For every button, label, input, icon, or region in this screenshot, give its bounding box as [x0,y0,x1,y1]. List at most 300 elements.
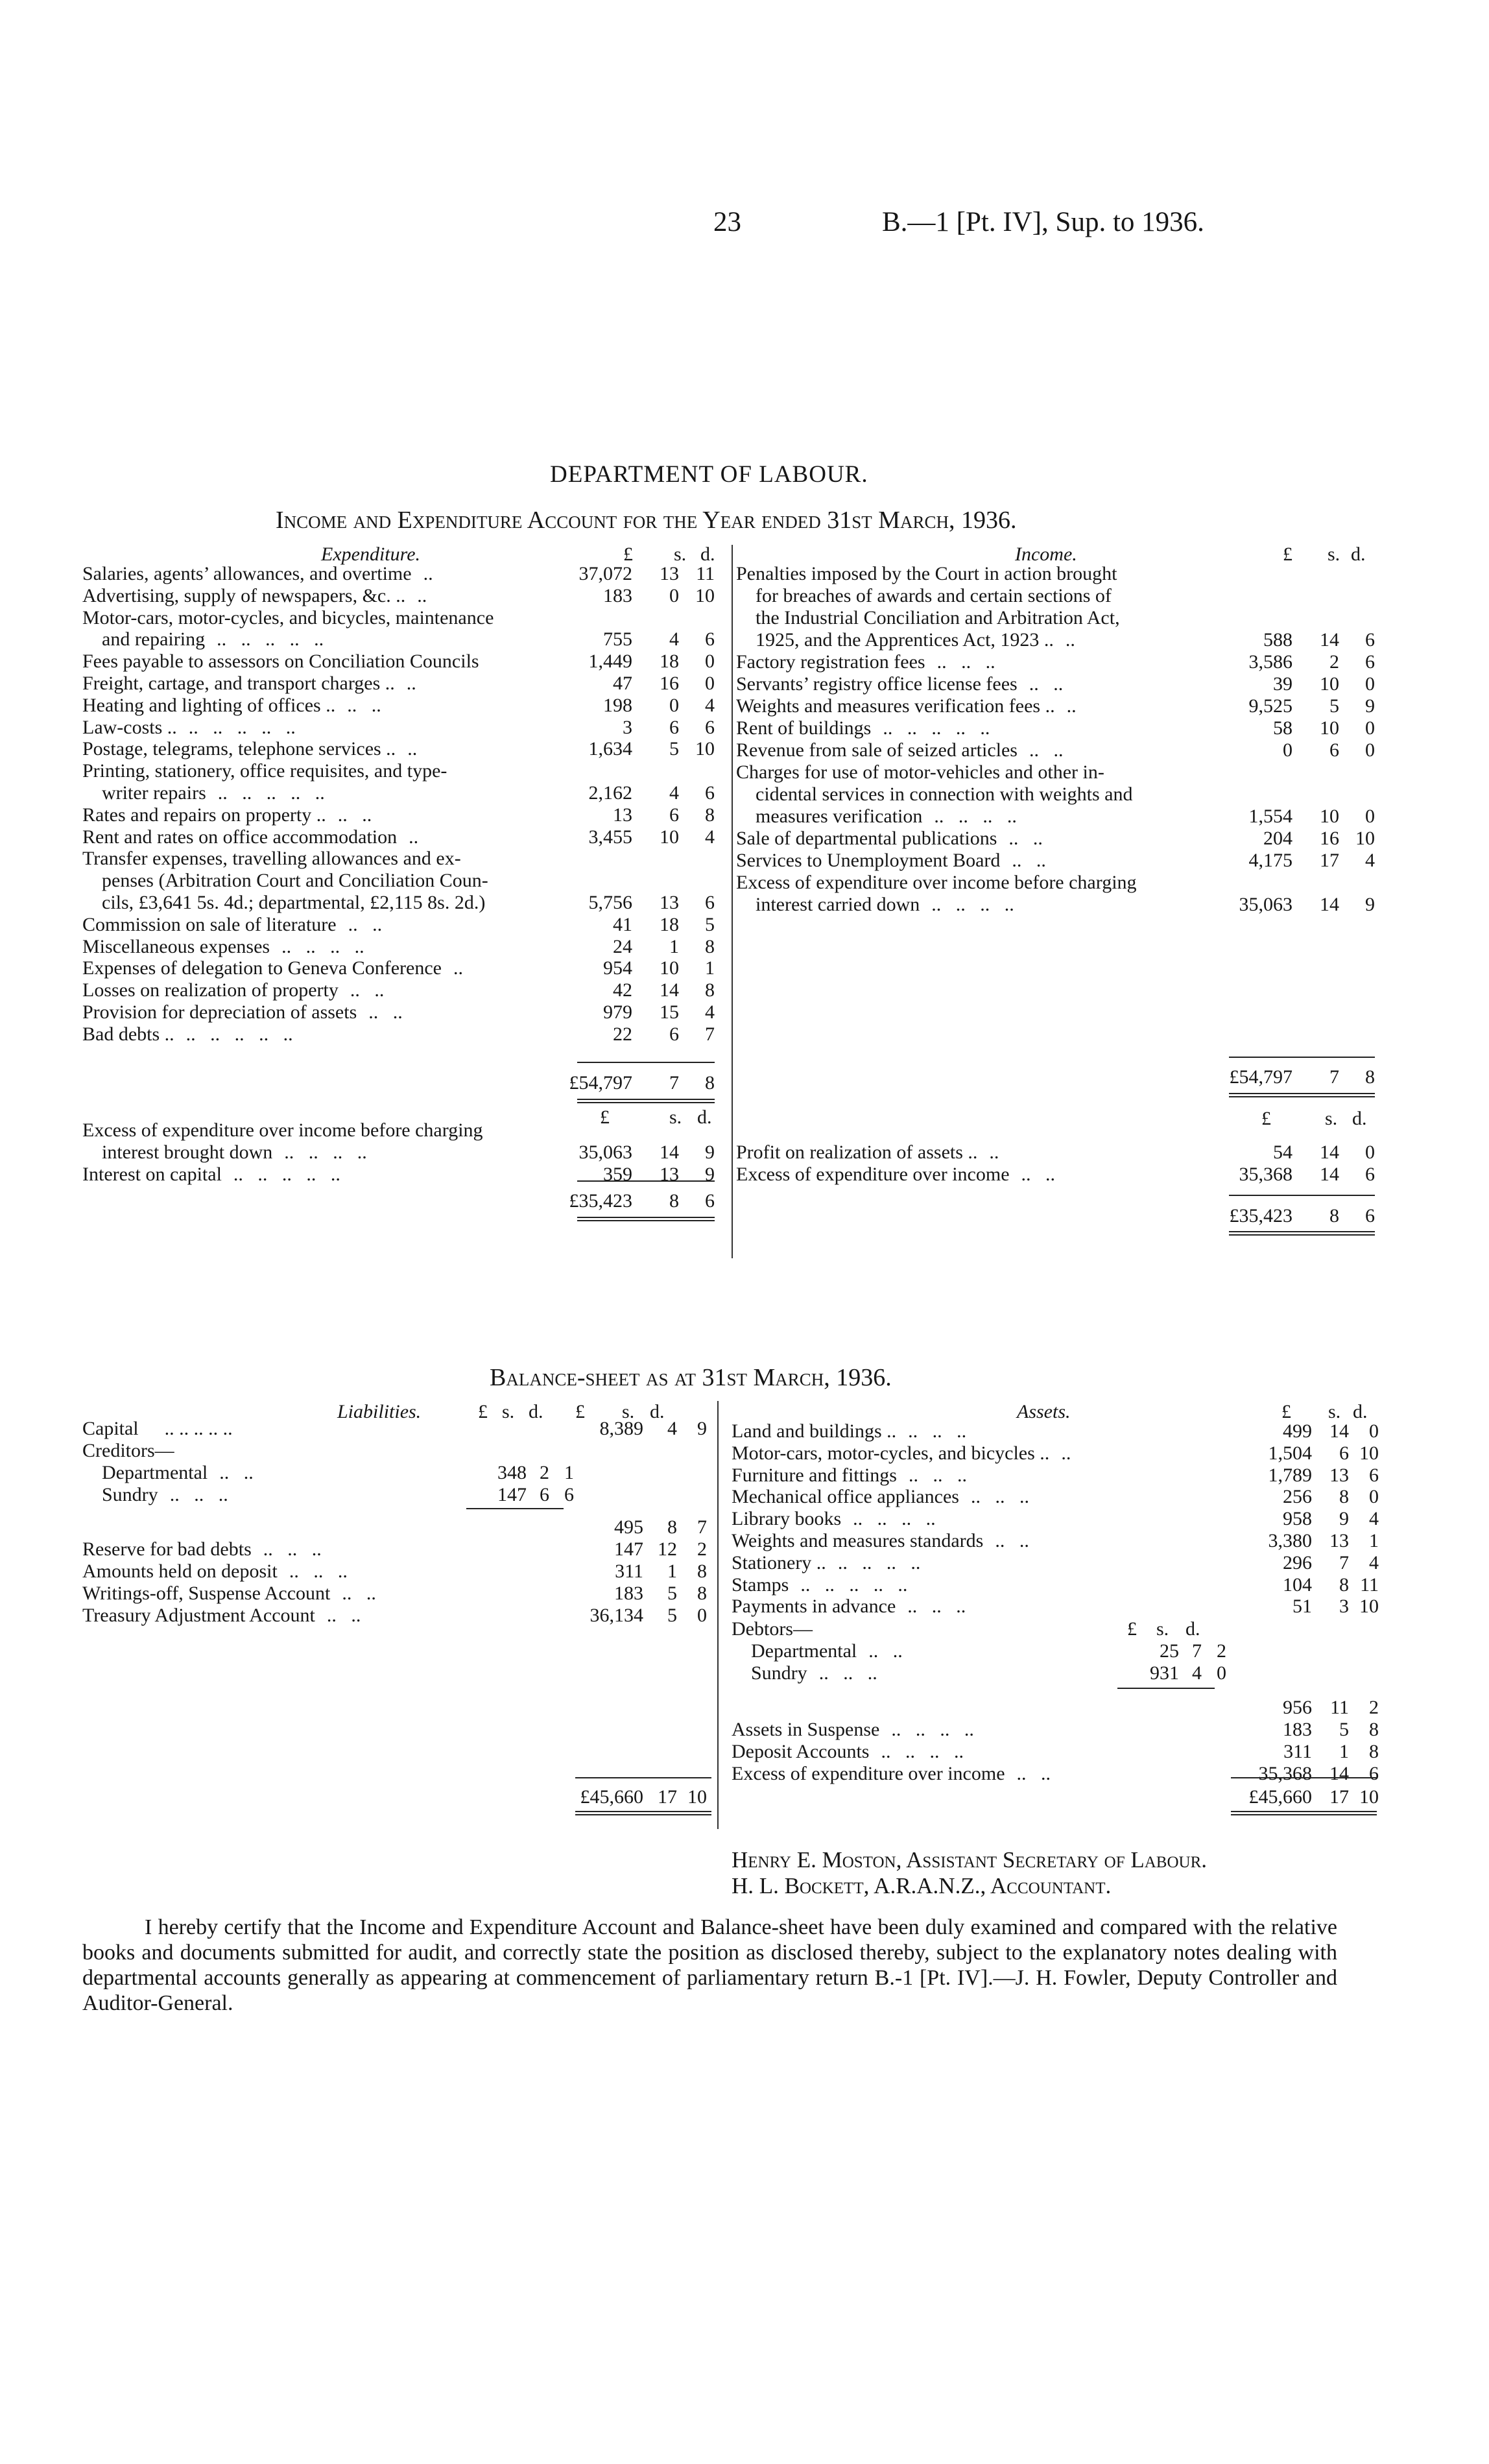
label-text: Rent and rates on office accommodation [82,826,398,848]
amount-shillings: 16 [660,673,679,694]
table-row [732,1420,1387,1442]
leader-dots: .. .. .. .. .. [217,628,324,651]
row-label [732,1442,1071,1464]
label-text: Rates and repairs on property .. [82,804,326,826]
leader-dots: .. .. .. .. .. [883,717,990,739]
amount-shillings: 13 [1329,1464,1349,1486]
signature-secretary: Henry E. Moston, Assistant Secretary of Labour. [732,1847,1207,1872]
row-label [736,828,1043,849]
amount-pounds: 499 [1283,1420,1312,1442]
row-label [736,673,1063,695]
leader-dots: .. [423,563,433,584]
leader-dots: .. .. .. [289,1561,348,1582]
col-pence: d. [700,544,715,565]
amount-shillings: 18 [660,913,679,935]
amount-pence: 6 [1365,1205,1375,1226]
label-text: Excess of expenditure over income before charging [736,872,1137,893]
label-text: Fees payable to assessors on Conciliation Councils [82,651,479,673]
amount-pounds: 54 [1273,1142,1292,1163]
leader-dots: .. .. [342,1583,376,1604]
table-row [82,1418,715,1439]
amount-shillings: 10 [660,957,679,979]
amount-pounds: 51 [1292,1596,1312,1618]
amount-pence: 10 [695,584,715,606]
row-label [82,1605,361,1626]
document-reference: B.—1 [Pt. IV], Sup. to 1936. [882,207,1204,237]
assets-total [732,1786,1387,1808]
leader-dots: .. .. .. [169,1484,228,1505]
amount-pence: 6 [705,716,715,738]
amount-pounds: 13 [613,804,632,826]
row-label [732,1741,964,1762]
amount-shillings: 0 [669,584,679,606]
rule [466,1508,564,1509]
amount-shillings: 11 [1330,1697,1349,1718]
row-label [736,563,1117,584]
label-text: Postage, telegrams, telephone services .. [82,738,396,760]
amount-pounds: 47 [613,673,632,694]
leader-dots: .. [453,957,463,979]
amount-pounds: 147 [614,1538,643,1560]
table-row [82,1142,724,1163]
amount-pounds: £45,660 [580,1786,643,1808]
row-label [732,1508,936,1529]
leader-dots: .. .. .. .. [837,1551,921,1573]
leader-dots: .. .. .. .. [931,894,1014,915]
rule [577,1062,715,1063]
row-label [82,914,382,935]
double-rule [1231,1811,1377,1815]
table-row [751,1640,1234,1662]
amount-shillings: 6 [1339,1442,1349,1464]
table-row [736,607,1385,628]
ie-column-divider [732,545,733,1258]
amount-pence: 0 [1369,1486,1379,1508]
amount-pounds: 41 [613,913,632,935]
amount-pounds: 1,634 [588,738,632,760]
amount-pence: 0 [1365,739,1375,761]
label-text: Motor-cars, motor-cycles, and bicycles, maintenance [82,606,494,628]
row-label [82,892,485,913]
table-row [82,914,724,935]
col-pence: d. [1351,544,1366,565]
col-pounds: £ [623,544,633,565]
leader-dots: .. .. [348,913,383,935]
table-row [102,1484,582,1505]
amount-shillings: 6 [669,1023,679,1045]
row-label [732,1719,974,1740]
amount-pence: 0 [705,651,715,673]
label-text: Provision for depreciation of assets [82,1001,357,1023]
row-label [736,806,1017,827]
label-text: Furniture and fittings [732,1464,897,1486]
label-text: Interest on capital [82,1164,222,1185]
amount-shillings: 1 [669,935,679,957]
page-number: 23 [713,207,741,237]
amount-pence: 8 [1369,1719,1379,1740]
rule [1117,1688,1215,1689]
amount-pounds: 183 [603,584,632,606]
label-text: Writings-off, Suspense Account [82,1583,331,1604]
sub-col-pence: d. [529,1401,543,1422]
row-label [736,872,1137,893]
label-text: Weights and measures standards [732,1530,984,1551]
leader-dots: .. .. .. [907,1596,966,1618]
row-label [82,607,494,628]
amount-pounds: 1,504 [1268,1442,1312,1464]
label-text: Land and buildings .. [732,1420,897,1442]
row-label [736,629,1075,651]
col-pounds: £ [1281,1401,1291,1422]
rule [1229,1057,1375,1058]
amount-shillings: 10 [1320,717,1339,739]
label-text: Mechanical office appliances [732,1486,959,1508]
amount-shillings: 8 [1339,1573,1349,1596]
table-row [736,1164,1385,1185]
debtors-total [732,1697,1387,1718]
double-rule [575,1811,711,1815]
amount-shillings: 5 [669,738,679,760]
table-row [736,828,1385,849]
amount-pounds: 979 [603,1001,632,1023]
amount-shillings: 2 [540,1462,549,1483]
label-text: Weights and measures verification fees .. [736,695,1055,717]
sub-col-shillings: s. [1156,1618,1169,1640]
amount-pounds: 311 [1283,1741,1312,1762]
table-row [82,826,724,848]
row-label [732,1763,1051,1784]
amount-pence: 6 [564,1484,574,1505]
amount-pounds: 348 [497,1462,527,1483]
amount-shillings: 13 [1329,1530,1349,1551]
table-row [82,1119,724,1141]
row-label [82,695,381,716]
amount-pounds: 956 [1283,1697,1312,1718]
leader-dots: .. .. .. .. .. [800,1573,908,1596]
table-row [732,1508,1387,1529]
amount-shillings: 14 [1329,1420,1349,1442]
label-text: Factory registration fees [736,651,925,673]
row-label [736,695,1077,717]
table-row [736,651,1385,673]
label-text: Salaries, agents’ allowances, and overtime [82,563,412,584]
leader-dots: .. .. .. [936,651,995,673]
label-text: Services to Unemployment Board [736,850,1001,871]
sub-col-pounds: £ [1127,1618,1137,1640]
label-text: Profit on realization of assets .. [736,1142,978,1163]
row-label [82,848,461,869]
table-row [736,629,1385,651]
amount-shillings: 14 [1320,894,1339,915]
double-rule [577,1217,715,1221]
row-label [732,1530,1029,1551]
label-text: Sale of departmental publications [736,828,997,849]
label-text: Penalties imposed by the Court in action brought [736,563,1117,584]
sub-col-pence: d. [1185,1618,1200,1640]
amount-pounds: 35,368 [1258,1763,1312,1784]
leader-dots: .. .. [350,979,385,1001]
table-row [736,563,1385,584]
amount-pounds: 58 [1273,717,1292,739]
amount-pence: 0 [705,673,715,694]
amount-shillings: 14 [1329,1763,1349,1784]
amount-shillings: 16 [1320,828,1339,849]
amount-pence: 4 [1369,1551,1379,1573]
rule [575,1777,711,1778]
liabilities-section: Liabilities. £ s. d. £ s. d. Capital .. .. .. .. .. 8,389 4 9 Creditors— Departmental .. .. 348 2 1 Sundry .. .. .. 147 6 6 495 8 7 Reserve for bad debts .. .. .. 147 12 2 Amounts held on deposit .. .. .. 311 1 8 Writings-off, Suspense Account .. .. 183 5 8 Treasury Adjustment Account .. .. 36,134 5 0 £45,660 17 10 [82,1401,715,1829]
ie-account-title: Income and Expenditure Account for the Year ended 31st March, 1936. [276,507,1017,534]
table-row [82,1001,724,1023]
col-pounds: £ [600,1106,610,1128]
expenditure-heading: Expenditure. [321,544,421,565]
amount-shillings: 8 [669,1190,679,1212]
label-text: Losses on realization of property [82,979,339,1001]
row-label [736,783,1133,805]
row-label [732,1574,907,1596]
table-row [736,872,1385,893]
amount-pounds: 296 [1283,1551,1312,1573]
amount-pounds: 311 [615,1561,643,1582]
sub-col-shillings: s. [502,1401,515,1422]
row-label [736,761,1104,783]
amount-pounds: 5,756 [588,892,632,913]
table-row [732,1442,1387,1464]
amount-pence: 0 [1365,1142,1375,1163]
amount-pounds: 359 [603,1164,632,1185]
amount-pence: 0 [1369,1420,1379,1442]
amount-shillings: 17 [1320,850,1339,871]
amount-pounds: 3,380 [1268,1530,1312,1551]
amount-pence: 6 [1365,1164,1375,1185]
leader-dots: .. .. [337,804,372,826]
leader-dots: .. [1061,1442,1071,1464]
leader-dots: .. .. .. .. [853,1508,936,1530]
amount-pence: 10 [1359,1442,1379,1464]
table-row [82,651,724,672]
amount-shillings: 10 [1320,806,1339,827]
row-label [736,850,1046,871]
assets-heading: Assets. [1017,1401,1071,1422]
table-row [82,848,724,869]
table-row [736,894,1385,915]
amount-pounds: 9,525 [1248,695,1292,717]
amount-shillings: 8 [1329,1205,1339,1226]
leader-dots: .. .. [1029,739,1064,761]
leader-dots: .. .. .. .. .. [217,782,325,804]
leader-dots: .. .. [1008,828,1043,849]
debtors-label-row [732,1618,1387,1640]
balance-sheet-title: Balance-sheet as at 31st March, 1936. [490,1364,892,1391]
label-text: Departmental [751,1640,857,1662]
label-text: Motor-cars, motor-cycles, and bicycles .. [732,1442,1050,1464]
expenditure-total [82,1072,724,1094]
amount-pounds: 25 [1160,1640,1179,1662]
amount-shillings: 1 [1339,1741,1349,1762]
amount-pounds: 42 [613,979,632,1001]
row-label [751,1662,877,1684]
amount-pence: 10 [1359,1596,1379,1618]
label-text: Excess of expenditure over income [732,1763,1005,1784]
table-row [82,607,724,628]
table-row [102,1462,582,1483]
table-row [82,892,724,913]
amount-pounds: 588 [1263,629,1292,651]
amount-shillings: 2 [1329,651,1339,673]
label-text: Amounts held on deposit [82,1561,278,1582]
amount-pounds: 1,554 [1248,806,1292,827]
amount-pounds: 198 [603,694,632,716]
amount-pounds: 36,134 [590,1605,643,1626]
liabilities-heading: Liabilities. [337,1401,422,1422]
amount-pounds: 104 [1283,1573,1312,1596]
amount-pounds: 37,072 [578,563,632,584]
amount-pence: 8 [705,1072,715,1094]
table-row [82,1605,715,1626]
leader-dots: .. [1065,629,1075,651]
amount-pence: 5 [705,913,715,935]
leader-dots: .. .. .. [818,1662,877,1684]
row-label [82,1023,293,1045]
leader-dots: .. .. .. .. [891,1719,974,1740]
amount-pounds: £35,423 [1229,1205,1292,1226]
leader-dots: .. .. .. .. .. [188,716,296,738]
leader-dots: .. .. [995,1530,1029,1551]
amount-pounds: 495 [614,1516,643,1538]
amount-pence: 2 [697,1538,707,1560]
assets-section [732,1401,1387,1829]
amount-shillings: 13 [660,892,679,913]
label-text: Advertising, supply of newspapers, &c. .. [82,584,406,606]
col-pounds: £ [1261,1108,1271,1129]
leader-dots: .. .. [347,694,381,716]
amount-pence: 8 [1365,1066,1375,1088]
table-row [82,738,724,760]
audit-certificate: I hereby certify that the Income and Expenditure Account and Balance-sheet have been duly examined and compared with the relative books and documents submitted for audit, and correctly state the position as disclosed thereby, subject to the explanatory notes dealing with departmental accounts generally as appearing at commencement of parliamentary return B.-1 [Pt. IV].—J. H. Fowler, Deputy Controller and Auditor-General. [82,1915,1337,2015]
label-text: Excess of expenditure over income [736,1164,1010,1185]
label-text: Assets in Suspense [732,1719,880,1740]
table-row [732,1741,1387,1762]
amount-pence: 1 [705,957,715,979]
amount-pounds: 4,175 [1248,850,1292,871]
row-label [732,1486,1029,1507]
row-label [736,651,995,673]
table-row [82,760,724,782]
label-text: Servants’ registry office license fees [736,673,1018,695]
label-text: Expenses of delegation to Geneva Conference [82,957,442,979]
leader-dots: .. [1066,695,1077,717]
income-section [736,544,1385,1257]
table-row [82,936,724,957]
bs-column-divider [717,1401,719,1829]
amount-pounds: 22 [613,1023,632,1045]
amount-pence: 6 [705,1190,715,1212]
row-label [82,585,427,606]
table-row [732,1465,1387,1486]
row-label [102,1462,254,1483]
label-text: Freight, cartage, and transport charges .. [82,673,395,694]
leader-dots: .. .. [1012,850,1046,871]
amount-pounds: 954 [603,957,632,979]
row-label [736,717,990,739]
row-label [82,826,418,848]
leader-dots: .. [409,826,419,848]
amount-shillings: 5 [1339,1719,1349,1740]
table-row [736,739,1385,761]
amount-pence: 9 [697,1418,707,1439]
amount-pounds: 3,586 [1248,651,1292,673]
table-row [736,585,1385,606]
amount-shillings: 8 [667,1516,677,1538]
row-label [82,1538,322,1560]
table-row [736,1142,1385,1163]
leader-dots: .. [407,738,418,760]
amount-shillings: 4 [669,782,679,804]
leader-dots: .. .. .. .. [934,806,1017,827]
amount-pence: 4 [705,826,715,848]
label-text: interest brought down [82,1142,273,1163]
amount-pence: 9 [1365,695,1375,717]
label-text: Treasury Adjustment Account [82,1605,315,1626]
label-text: Departmental [102,1462,208,1483]
table-row [736,850,1385,871]
amount-pence: 8 [697,1561,707,1582]
label-text: 1925, and the Apprentices Act, 1923 .. [736,629,1054,651]
row-label [736,739,1063,761]
amount-pence: 8 [1369,1741,1379,1762]
col-shillings: s. [669,1106,682,1128]
amount-shillings: 18 [660,651,679,673]
amount-pounds: 755 [603,628,632,651]
amount-pence: 2 [1369,1697,1379,1718]
amount-shillings: 0 [669,694,679,716]
table-row [732,1530,1387,1551]
row-label [732,1465,967,1486]
amount-pence: 7 [705,1023,715,1045]
amount-shillings: 14 [1320,1142,1339,1163]
table-row [736,783,1385,805]
label-text: measures verification [736,806,923,827]
table-row [732,1719,1387,1740]
amount-pence: 0 [1217,1662,1226,1684]
table-row [736,673,1385,695]
amount-pounds: 35,368 [1239,1164,1292,1185]
leader-dots: .. .. [219,1462,254,1483]
amount-pounds: 24 [613,935,632,957]
table-row [82,563,724,584]
amount-pounds: £35,423 [569,1190,632,1212]
row-label [736,607,1120,628]
rule [577,1180,715,1182]
label-text: Miscellaneous expenses [82,935,270,957]
row-label [732,1420,966,1442]
row-label [82,1561,348,1582]
amount-pence: 9 [705,1142,715,1163]
row-label [82,738,417,760]
col-shillings: s. [622,1401,635,1422]
table-row [736,695,1385,717]
row-label [82,651,479,672]
leader-dots: .. .. .. [908,1420,967,1442]
table-row [82,1023,724,1045]
amount-shillings: 14 [660,979,679,1001]
row-label [82,1001,403,1023]
row-label [82,1164,340,1185]
amount-shillings: 4 [1192,1662,1202,1684]
amount-pence: 4 [705,694,715,716]
amount-pounds: 183 [1283,1719,1312,1740]
amount-shillings: 13 [660,563,679,584]
label-text: Stamps [732,1573,789,1596]
